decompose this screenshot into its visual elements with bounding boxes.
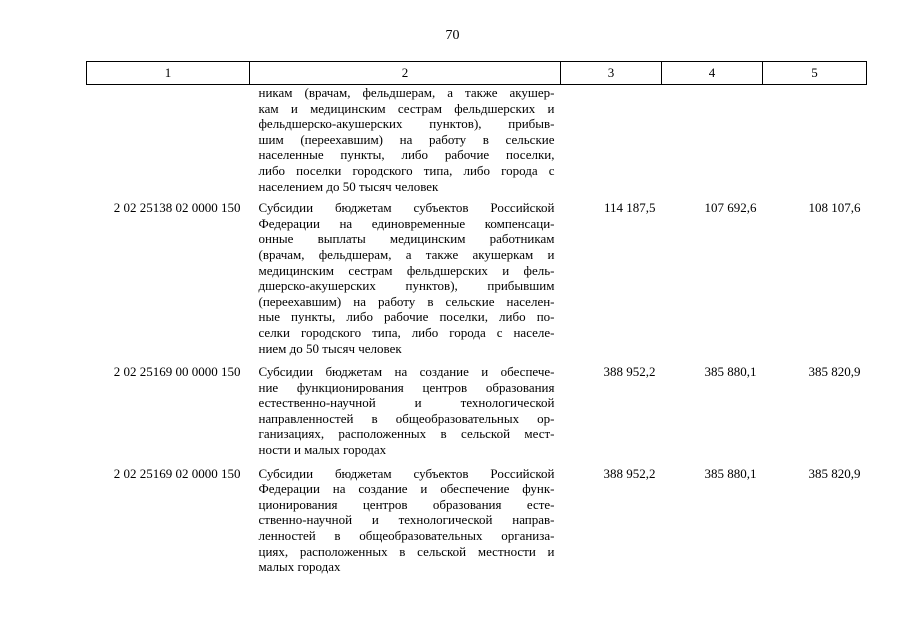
- column-header-2: 2: [250, 62, 561, 85]
- description-cell: [250, 85, 561, 199]
- table-row: [87, 198, 867, 362]
- budget-code-cell: [87, 85, 250, 199]
- amount-cell-col3: 114 187,5: [603, 200, 656, 216]
- description-line: Федерации на единовременные компенсаци-: [258, 215, 555, 231]
- description-line: селки городского типа, либо города с населе-: [258, 324, 555, 340]
- description-line: ные пункты, либо рабочие поселки, либо по-: [258, 309, 555, 325]
- amount-cell-col5: 385 820,9: [808, 364, 861, 380]
- amount-cell-col4: 385 880,1: [704, 465, 757, 481]
- description-line: нием до 50 тысяч человек: [258, 340, 402, 356]
- budget-code-cell: 2 02 25138 02 0000 150: [113, 200, 241, 216]
- description-line: циях, расположенных в сельской местности и: [258, 543, 555, 559]
- description-line: кам и медицинским сестрам фельдшерских и: [258, 100, 555, 116]
- amount-cell-col3: [561, 85, 662, 199]
- table-header-row: [87, 62, 867, 85]
- amount-cell-col4: [662, 85, 763, 199]
- column-header-1: 1: [87, 62, 250, 85]
- budget-code-cell: 2 02 25169 02 0000 150: [113, 465, 241, 481]
- amount-cell-col5: [763, 85, 867, 199]
- description-line: (врачам, фельдшерам, а также акушеркам и: [258, 246, 555, 262]
- column-header-4: 4: [662, 62, 763, 85]
- column-header-3: 3: [561, 62, 662, 85]
- description-line: фельдшерско-акушерских пунктов), прибыв-: [258, 116, 555, 132]
- amount-cell-col4: 385 880,1: [704, 364, 757, 380]
- description-line: естественно-научной и технологической: [258, 395, 555, 411]
- description-cell: [250, 362, 561, 464]
- description-line: шим (переехавшим) на работу в сельские: [258, 131, 555, 147]
- description-line: дшерско-акушерских пунктов), прибывшим: [258, 278, 555, 294]
- description-cell: [250, 198, 561, 362]
- amount-cell-col3: 388 952,2: [603, 465, 656, 481]
- table-row: [87, 85, 867, 199]
- description-line: направленностей в общеобразовательных ор-: [258, 410, 555, 426]
- description-line: Субсидии бюджетам на создание и обеспече-: [258, 364, 555, 380]
- description-line: ционирования центров образования есте-: [258, 496, 555, 512]
- description-line: Федерации на создание и обеспечение функ-: [258, 481, 555, 497]
- description-line: ности и малых городах: [258, 442, 387, 458]
- table-body: [87, 85, 867, 581]
- description-line: ленностей в общеобразовательных организа-: [258, 528, 555, 544]
- amount-cell-col3: 388 952,2: [603, 364, 656, 380]
- budget-table: [86, 61, 867, 581]
- amount-cell-col4: 107 692,6: [704, 200, 757, 216]
- description-cell: [250, 464, 561, 581]
- description-line: населением до 50 тысяч человек: [258, 178, 439, 194]
- description-line: онные выплаты медицинским работникам: [258, 231, 555, 247]
- description-line: малых городах: [258, 559, 341, 575]
- description-line: медицинским сестрам фельдшерских и фель-: [258, 262, 555, 278]
- description-line: (переехавшим) на работу в сельские населен-: [258, 293, 555, 309]
- description-line: ние функционирования центров образования: [258, 379, 555, 395]
- amount-cell-col5: 385 820,9: [808, 465, 861, 481]
- budget-code-cell: 2 02 25169 00 0000 150: [113, 364, 241, 380]
- column-header-5: 5: [763, 62, 867, 85]
- description-line: либо поселки городского типа, либо города с: [258, 162, 555, 178]
- page-number: 70: [445, 28, 460, 43]
- description-line: никам (врачам, фельдшерам, а также акушер-: [258, 85, 555, 100]
- table-row: [87, 464, 867, 581]
- description-line: населенные пункты, либо рабочие поселки,: [258, 147, 555, 163]
- description-line: Субсидии бюджетам субъектов Российской: [258, 465, 555, 481]
- table-row: [87, 362, 867, 464]
- description-line: ственно-научной и технологической направ-: [258, 512, 555, 528]
- amount-cell-col5: 108 107,6: [808, 200, 861, 216]
- description-line: Субсидии бюджетам субъектов Российской: [258, 200, 555, 216]
- description-line: ганизациях, расположенных в сельской мест-: [258, 426, 555, 442]
